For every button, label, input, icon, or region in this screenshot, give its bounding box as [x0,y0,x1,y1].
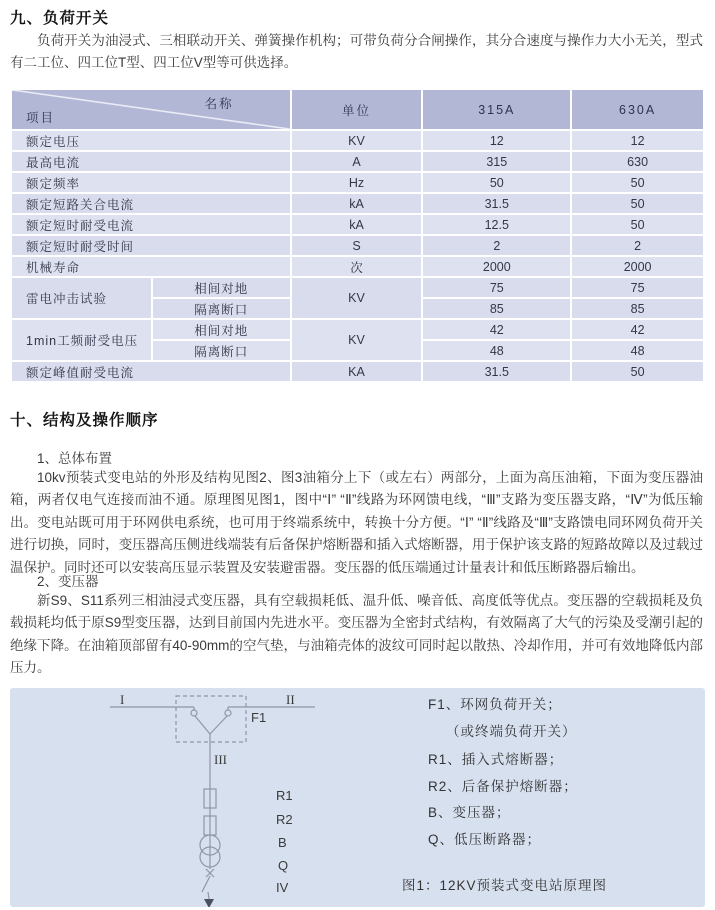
row-value-630a: 42 [572,320,703,339]
row-unit: Hz [292,173,422,192]
f1-switch-box [176,696,246,742]
label-q: Q [278,858,289,873]
label-b: B [278,835,287,850]
corner-label-item: 项目 [26,111,56,125]
row-value-315a: 85 [423,299,570,318]
label-line-iii: III [214,752,227,767]
section9-heading: 九、负荷开关 [10,10,110,27]
corner-label-name: 名称 [204,97,234,111]
spec-table [10,88,705,383]
row-unit: kA [292,215,422,234]
subsection1-text: 10kv预装式变电站的外形及结构见图2、图3油箱分上下（或左右）两部分，上面为高压油箱，下面为变压器油箱，两者仅电气连接而油不通。原理图见图1，图中“Ⅰ” “Ⅱ”线路为环网馈电线，“Ⅲ”支路为变压器支路，“Ⅳ”为低压输出。变电站既可用于环网供电系统，也可用于终端系统中，转换十分方便。“Ⅰ” “Ⅱ”线路及“Ⅲ”支路馈电同环网负荷开关进行切换，同时，变压器高压侧进线端装有后备保护熔断器和插入式熔断器，用于保护该支路的短路故障以及过载过温保护。同时还可以安装高压显示装置及安装避雷器。变压器的低压端通过计量表计和低压断路器后输出。 [10,470,703,575]
row-value-315a: 2000 [423,257,570,276]
row-value-315a: 48 [423,341,570,360]
legend-r1: R1、插入式熔断器； [428,752,564,767]
subsection2-text: 新S9、S11系列三相油浸式变压器，具有空载损耗低、温升低、噪音低、高度低等优点。变压器的空载损耗及负载损耗均低于原S9型变压器，达到目前国内先进水平。变压器为全密封式结构，有效隔离了大气的污染及受潮引起的绝缘下降。在油箱顶部留有40-90mm的空气垫，与油箱壳体的波纹可同时起以散热、冷却作用，并可有效地降低内部压力。 [10,593,703,676]
row-item: 最高电流 [12,152,290,171]
col-header-315a: 315A [423,90,570,129]
row-value-630a: 50 [572,194,703,213]
table-row [12,131,703,150]
legend-q: Q、低压断路器； [428,832,542,847]
table-row [12,173,703,192]
subsection1-title: 1、总体布置 [37,451,113,466]
legend-b: B、变压器； [428,805,511,820]
legend-r2: R2、后备保护熔断器； [428,779,578,794]
row-value-630a: 2 [572,236,703,255]
table-row-group [12,320,703,339]
figure1-panel [10,688,705,907]
output-arrow [204,899,214,907]
row-item: 额定峰值耐受电流 [12,362,290,381]
row-value-630a: 85 [572,299,703,318]
row-value-315a: 42 [423,320,570,339]
row-unit: KV [292,320,422,360]
legend-f1: F1、环网负荷开关； [428,697,562,712]
label-f1: F1 [251,710,267,725]
row-value-630a: 75 [572,278,703,297]
table-row [12,362,703,381]
table-row [12,236,703,255]
label-r1: R1 [276,788,293,803]
row-subitem: 隔离断口 [153,341,290,360]
section9-paragraph: 负荷开关为油浸式、三相联动开关、弹簧操作机构；可带负荷分合闸操作，其分合速度与操作力大小无关，型式有二工位、四工位T型、四工位V型等可供选择。 [10,33,703,71]
table-row [12,152,703,171]
figure1-caption: 图1：12KV预装式变电站原理图 [402,878,608,893]
row-item: 额定频率 [12,173,290,192]
row-unit: A [292,152,422,171]
row-unit: KV [292,278,422,318]
row-item: 额定电压 [12,131,290,150]
row-item: 1min工频耐受电压 [12,320,151,360]
row-value-315a: 12 [423,131,570,150]
contact-dot-right [225,710,231,716]
table-row [12,257,703,276]
row-value-630a: 50 [572,173,703,192]
row-unit: kA [292,194,422,213]
legend-f1-alt: （或终端负荷开关） [446,724,577,739]
row-unit: KA [292,362,422,381]
section10-heading: 十、结构及操作顺序 [10,412,159,429]
subsection2-title: 2、变压器 [37,574,99,589]
label-r2: R2 [276,812,293,827]
row-unit: KV [292,131,422,150]
table-row [12,194,703,213]
row-value-630a: 2000 [572,257,703,276]
row-item: 额定短路关合电流 [12,194,290,213]
row-item: 机械寿命 [12,257,290,276]
row-value-315a: 2 [423,236,570,255]
label-line-ii: II [286,692,295,707]
row-value-315a: 31.5 [423,362,570,381]
row-value-630a: 48 [572,341,703,360]
table-row [12,215,703,234]
row-value-315a: 12.5 [423,215,570,234]
label-line-iv: IV [276,880,289,895]
row-value-630a: 630 [572,152,703,171]
label-line-i: I [120,692,125,707]
table-header-row [12,90,703,129]
col-header-unit: 单位 [292,90,422,129]
row-item: 额定短时耐受电流 [12,215,290,234]
row-subitem: 隔离断口 [153,299,290,318]
row-value-630a: 50 [572,362,703,381]
row-unit: S [292,236,422,255]
row-value-315a: 315 [423,152,570,171]
contact-dot-left [191,710,197,716]
row-subitem: 相间对地 [153,320,290,339]
row-value-630a: 12 [572,131,703,150]
row-unit: 次 [292,257,422,276]
row-value-315a: 31.5 [423,194,570,213]
row-value-315a: 50 [423,173,570,192]
row-subitem: 相间对地 [153,278,290,297]
row-item: 雷电冲击试验 [12,278,151,318]
row-item: 额定短时耐受时间 [12,236,290,255]
row-value-315a: 75 [423,278,570,297]
col-header-630a: 630A [572,90,703,129]
table-row-group [12,278,703,297]
table-corner-cell [12,90,290,129]
row-value-630a: 50 [572,215,703,234]
